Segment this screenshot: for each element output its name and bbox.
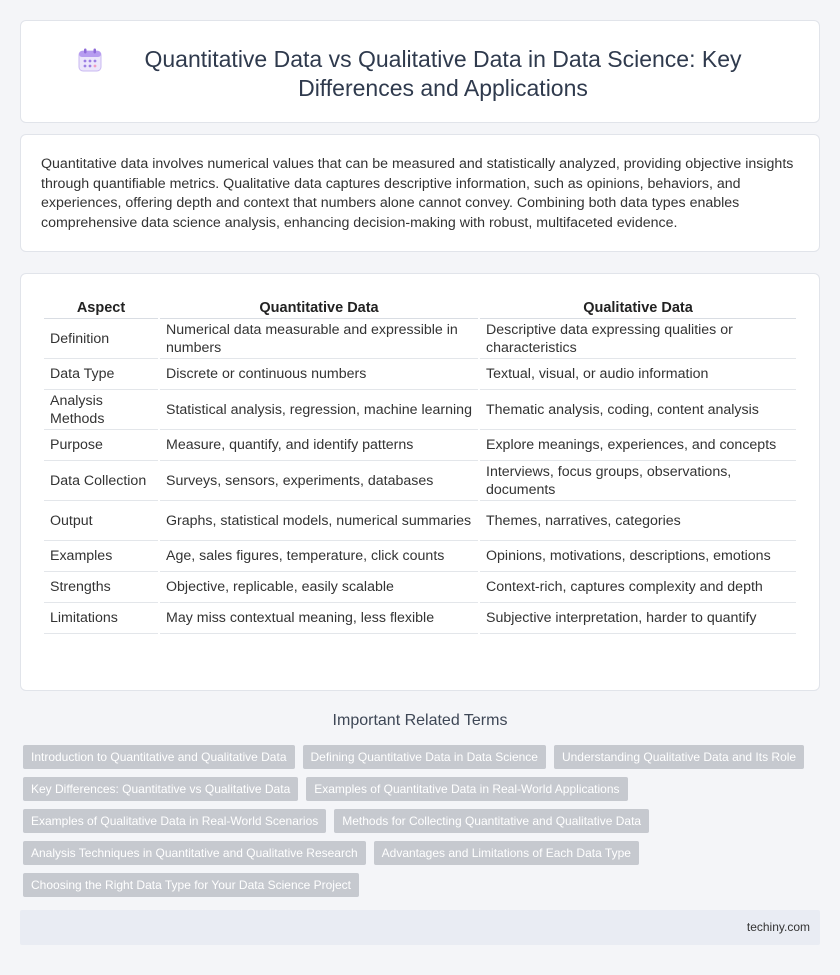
table-row — [44, 572, 796, 603]
tag-row — [23, 841, 813, 865]
cell-qualitative: Descriptive data expressing qualities or characteristics — [480, 319, 796, 359]
cell-aspect: Examples — [44, 541, 158, 572]
cell-aspect: Limitations — [44, 603, 158, 634]
related-term-link[interactable]: Understanding Qualitative Data and Its Role — [554, 745, 804, 769]
table-row — [44, 501, 796, 541]
related-term-link[interactable]: Examples of Quantitative Data in Real-World Applications — [306, 777, 627, 801]
cell-quantitative: Measure, quantify, and identify patterns — [160, 430, 478, 461]
cell-qualitative: Subjective interpretation, harder to quantify — [480, 603, 796, 634]
cell-quantitative: Surveys, sensors, experiments, databases — [160, 461, 478, 501]
table-row — [44, 319, 796, 359]
cell-qualitative: Interviews, focus groups, observations, documents — [480, 461, 796, 501]
comparison-table-card — [20, 273, 820, 691]
header-quantitative: Quantitative Data — [160, 294, 478, 319]
cell-qualitative: Opinions, motivations, descriptions, emotions — [480, 541, 796, 572]
table-header-row — [44, 294, 796, 319]
related-term-link[interactable]: Choosing the Right Data Type for Your Data Science Project — [23, 873, 359, 897]
title-card — [20, 20, 820, 123]
intro-card — [20, 134, 820, 252]
related-terms-heading: Important Related Terms — [332, 712, 508, 729]
cell-aspect: Data Type — [44, 359, 158, 390]
title-row — [21, 45, 819, 103]
cell-quantitative: May miss contextual meaning, less flexible — [160, 603, 478, 634]
table-row — [44, 461, 796, 501]
related-term-link[interactable]: Methods for Collecting Quantitative and Qualitative Data — [334, 809, 649, 833]
cell-quantitative: Age, sales figures, temperature, click counts — [160, 541, 478, 572]
related-term-link[interactable]: Introduction to Quantitative and Qualitative Data — [23, 745, 295, 769]
cell-qualitative: Thematic analysis, coding, content analysis — [480, 390, 796, 430]
header-aspect: Aspect — [44, 294, 158, 319]
page-title: Quantitative Data vs Qualitative Data in Data Science: Key Differences and Applications — [144, 46, 742, 101]
cell-aspect: Purpose — [44, 430, 158, 461]
cell-qualitative: Textual, visual, or audio information — [480, 359, 796, 390]
table-row — [44, 430, 796, 461]
cell-aspect: Output — [44, 501, 158, 541]
cell-aspect: Definition — [44, 319, 158, 359]
table-row — [44, 603, 796, 634]
related-term-link[interactable]: Defining Quantitative Data in Data Science — [303, 745, 546, 769]
cell-aspect: Analysis Methods — [44, 390, 158, 430]
tag-row — [23, 745, 813, 769]
calendar-icon — [77, 47, 103, 73]
table-row — [44, 541, 796, 572]
cell-aspect: Strengths — [44, 572, 158, 603]
table-row — [44, 359, 796, 390]
cell-aspect: Data Collection — [44, 461, 158, 501]
related-term-link[interactable]: Analysis Techniques in Quantitative and Qualitative Research — [23, 841, 366, 865]
table-row — [44, 390, 796, 430]
related-term-link[interactable]: Advantages and Limitations of Each Data Type — [374, 841, 639, 865]
cell-quantitative: Statistical analysis, regression, machine learning — [160, 390, 478, 430]
intro-paragraph: Quantitative data involves numerical values that can be measured and statistically analyzed, providing objective insights through quantifiable metrics. Qualitative data captures descriptive information, such as opinions, behaviors, and experiences, offering depth and context that numbers alone cannot convey. Combining both data types enables comprehensive data science analysis, enhancing decision-making with robust, multifaceted evidence. — [41, 156, 794, 231]
comparison-table — [42, 294, 798, 634]
header-qualitative: Qualitative Data — [480, 294, 796, 319]
cell-qualitative: Explore meanings, experiences, and concepts — [480, 430, 796, 461]
tag-row — [23, 873, 813, 897]
tag-row — [23, 809, 813, 833]
related-term-link[interactable]: Key Differences: Quantitative vs Qualitative Data — [23, 777, 298, 801]
related-terms-list — [23, 745, 813, 905]
cell-quantitative: Objective, replicable, easily scalable — [160, 572, 478, 603]
footer — [20, 910, 820, 945]
cell-qualitative: Context-rich, captures complexity and depth — [480, 572, 796, 603]
tag-row — [23, 777, 813, 801]
cell-quantitative: Graphs, statistical models, numerical summaries — [160, 501, 478, 541]
footer-site-name: techiny.com — [746, 920, 810, 934]
related-term-link[interactable]: Examples of Qualitative Data in Real-World Scenarios — [23, 809, 326, 833]
cell-qualitative: Themes, narratives, categories — [480, 501, 796, 541]
cell-quantitative: Numerical data measurable and expressible in numbers — [160, 319, 478, 359]
cell-quantitative: Discrete or continuous numbers — [160, 359, 478, 390]
